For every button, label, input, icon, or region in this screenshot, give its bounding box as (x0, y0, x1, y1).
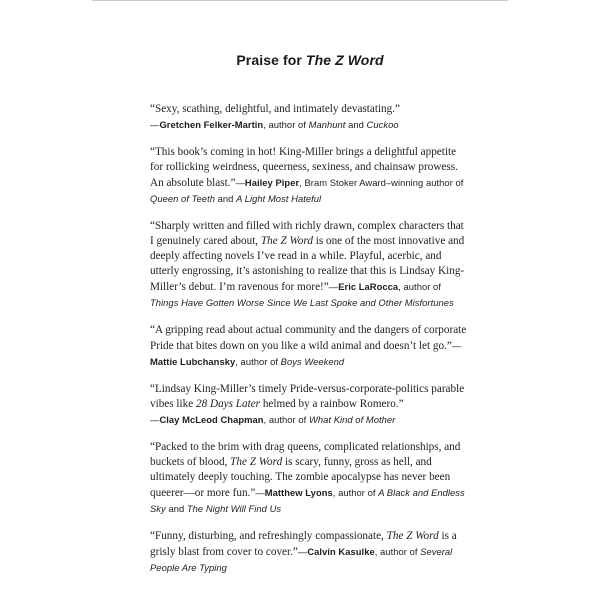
blurb (150, 219, 470, 311)
book-title: Things Have Gotten Worse Since We Last Spoke and Other Misfortunes (150, 297, 454, 308)
book-title: Several People Are Typing (150, 546, 453, 573)
blurb-attribution: —Mattie Lubchansky, author of Boys Weekend (150, 340, 462, 367)
title-prefix: Praise for (236, 52, 306, 68)
blurb-quote: “Lindsay King-Miller’s timely Pride-versus-corporate-politics parable vibes like 28 Days Later helmed by a rainbow Romero.” (150, 383, 465, 410)
blurb (150, 529, 470, 576)
reviewer-name: Clay McLeod Chapman (159, 414, 264, 425)
book-title: What Kind of Mother (308, 414, 396, 425)
book-title: The Z Word (386, 530, 439, 542)
blurb-quote: “Packed to the brim with drag queens, complicated relationships, and buckets of blood, The Z Word is scary, funny, gross as hell, and ultimately deeply touching. The zombie apocalypse has never been queerer—or more fun.” (150, 441, 461, 499)
reviewer-name: Hailey Piper (244, 177, 300, 188)
reviewer-name: Mattie Lubchansky (150, 356, 236, 367)
page-title (150, 52, 470, 68)
blurb-quote: “Funny, disturbing, and refreshingly compassionate, The Z Word is a grisly blast from cover to cover.” (150, 530, 457, 558)
title-book: The Z Word (305, 52, 384, 68)
blurb-attribution: —Matthew Lyons, author of A Black and Endless Sky and The Night Will Find Us (150, 487, 465, 514)
reviewer-name: Calvin Kasulke (307, 546, 375, 557)
book-title: Queen of Teeth (150, 193, 215, 204)
blurb (150, 102, 470, 133)
blurb (150, 440, 470, 517)
book-title: A Light Most Hateful (236, 193, 322, 204)
reviewer-name: Gretchen Felker-Martin (159, 119, 264, 130)
book-title: Manhunt (308, 119, 346, 130)
book-title: Cuckoo (366, 119, 399, 130)
blurb-quote: “A gripping read about actual community and the dangers of corporate Pride that bites down on you like a wild animal and doesn’t let go.” (150, 324, 467, 352)
book-title: The Z Word (260, 235, 313, 247)
blurb-quote: “Sharply written and filled with richly drawn, complex characters that I genuinely cared about, The Z Word is one of the most innovative and deeply affecting novels I’ve read in a while. Playful, acerbic, and utterly engrossing, it’s astonishing to realize that this is Lindsay King-Miller’s debut. I’m ravenous for more!” (150, 220, 465, 293)
book-title: Boys Weekend (280, 356, 345, 367)
reviewer-name: Eric LaRocca (338, 281, 399, 292)
page-top-border (92, 0, 508, 1)
blurb (150, 145, 470, 207)
blurb-quote: “This book’s coming in hot! King-Miller brings a delightful appetite for rollicking weirdness, queerness, sexiness, and chainsaw prowess. An absolute blast.” (150, 146, 458, 189)
blurb-attribution: —Clay McLeod Chapman, author of What Kind of Mother (150, 414, 396, 425)
book-title: The Night Will Find Us (186, 503, 282, 514)
blurb-attribution: —Gretchen Felker-Martin, author of Manhunt and Cuckoo (150, 119, 399, 130)
blurb-quote: “Sexy, scathing, delightful, and intimately devastating.” (150, 103, 400, 115)
blurb (150, 382, 470, 428)
book-title: A Black and Endless Sky (150, 487, 465, 514)
book-title: The Z Word (230, 456, 283, 468)
blurb-attribution: —Hailey Piper, Bram Stoker Award–winning author of Queen of Teeth and A Light Most Hateful (150, 177, 464, 204)
blurb-attribution: —Eric LaRocca, author of Things Have Gotten Worse Since We Last Spoke and Other Misfortunes (150, 281, 454, 308)
blurb (150, 323, 470, 370)
reviewer-name: Matthew Lyons (264, 487, 333, 498)
praise-page (150, 52, 470, 588)
blurb-attribution: —Calvin Kasulke, author of Several People Are Typing (150, 546, 453, 573)
film-title: 28 Days Later (196, 398, 261, 410)
